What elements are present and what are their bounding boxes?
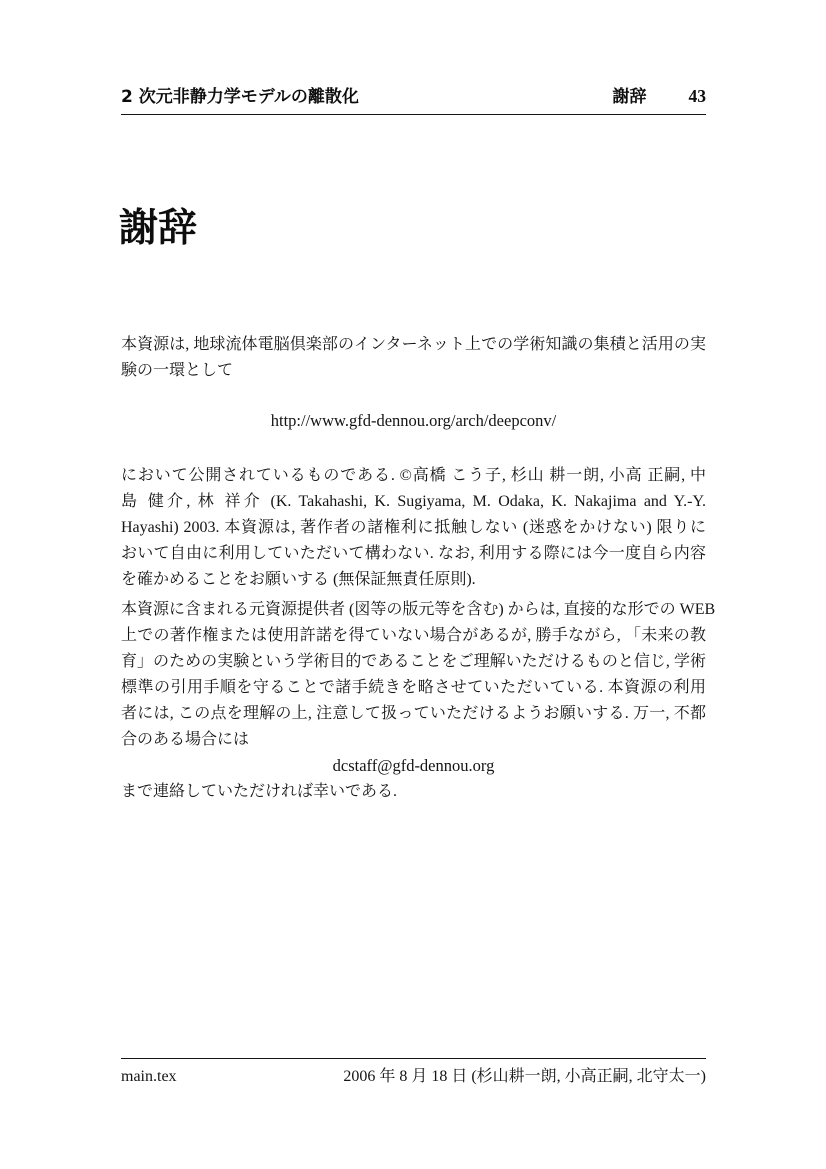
page-footer xyxy=(121,1064,706,1090)
resource-url: http://www.gfd-dennou.org/arch/deepconv/ xyxy=(270,411,557,430)
footer-rule xyxy=(121,1058,706,1059)
paragraph-copyright: において公開されているものである. ©高橋 こう子, 杉山 耕一朗, 小高 正嗣, 中 島 健介, 林 祥介 (K. Takahashi, K. Sugiyama, M. Odaka, K. Nakajima and Y.-Y. Hayashi) 2003. 本資源は, 著作者の諸権利に抵触しない (迷惑をかけない) 限りに おいて自由に利用していただいて構わない. なお, 利用する際には今一度自ら内容 を確かめることをお願いする (無保証無責任原則). xyxy=(121,467,706,588)
running-head-section: 謝辞 xyxy=(612,87,647,107)
contact-email: dcstaff@gfd-dennou.org xyxy=(332,756,495,775)
page-header xyxy=(121,86,706,107)
paragraph-intro: 本資源は, 地球流体電脳倶楽部のインターネット上での学術知識の集積と活用の実 験の一環として xyxy=(121,336,706,379)
running-head-chapter: 2 次元非静力学モデルの離散化 xyxy=(121,87,359,107)
page-number: 43 xyxy=(688,86,706,106)
chapter-title: 謝辞 xyxy=(119,206,198,251)
header-rule xyxy=(121,114,706,115)
footer-filename: main.tex xyxy=(121,1068,177,1085)
footer-date-authors: 2006 年 8 月 18 日 (杉山耕一朗, 小高正嗣, 北守太一) xyxy=(343,1068,706,1085)
paragraph-sources: 本資源に含まれる元資源提供者 (図等の版元等を含む) からは, 直接的な形での WEB 上での著作権または使用許諾を得ていない場合があるが, 勝手ながら, 「未来の教 育」のための実験という学術目的であることをご理解いただけるものと信じ, 学術 標準の引用手順を守ることで諸手続きを略させていただいている. 本資源の利用 者には, この点を理解の上, 注意して扱っていただけるようお願いする. 万一, 不都 合のある場合には xyxy=(121,601,716,748)
paragraph-closing: まで連絡していただければ幸いである. xyxy=(121,783,398,800)
running-head-right xyxy=(613,86,707,107)
